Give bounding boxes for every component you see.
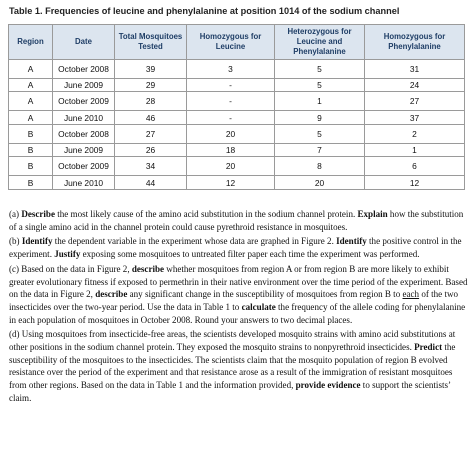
cell-heterozygous: 7	[275, 143, 365, 157]
question-text: whether mosquitoes from region A or from region B are more likely to exhibit greater evolutionary fitness if exposed to permethrin in their native environment over the time period of the experiment. Based on the data in Figure 2,	[9, 263, 468, 300]
question-c	[9, 263, 469, 327]
header-homozygous-leucine: Homozygous for Leucine	[187, 25, 275, 60]
cell-homozygous-phenylalanine: 6	[365, 157, 465, 176]
cell-homozygous-leucine: 20	[187, 157, 275, 176]
emphasis-word: each	[402, 289, 420, 300]
cell-date: June 2009	[53, 143, 115, 157]
table-row	[9, 157, 465, 176]
cell-region: B	[9, 124, 53, 143]
question-text: (b)	[9, 236, 22, 247]
table-row	[9, 92, 465, 111]
task-verb: Describe	[21, 209, 55, 219]
cell-region: A	[9, 111, 53, 125]
question-text: the dependent variable in the experiment whose data are graphed in Figure 2.	[52, 236, 337, 247]
question-text: (c) Based on the data in Figure 2,	[9, 263, 132, 274]
task-verb: provide evidence	[295, 380, 361, 391]
task-verb: Justify	[54, 249, 81, 260]
cell-total: 28	[115, 92, 187, 111]
table-row	[9, 111, 465, 125]
table-row	[9, 124, 465, 143]
cell-region: A	[9, 92, 53, 111]
table-header-row	[9, 25, 465, 60]
cell-total: 39	[115, 60, 187, 79]
cell-homozygous-phenylalanine: 2	[365, 124, 465, 143]
question-a	[9, 208, 469, 233]
cell-date: October 2009	[53, 92, 115, 111]
cell-region: A	[9, 78, 53, 92]
cell-homozygous-phenylalanine: 24	[365, 78, 465, 92]
cell-heterozygous: 20	[275, 176, 365, 190]
cell-region: A	[9, 60, 53, 79]
task-verb: calculate	[241, 301, 276, 312]
cell-total: 27	[115, 124, 187, 143]
header-homozygous-phenylalanine: Homozygous for Phenylalanine	[365, 25, 465, 60]
task-verb: Explain	[357, 209, 388, 219]
cell-homozygous-leucine: 3	[187, 60, 275, 79]
question-text: the most likely cause of the amino acid substitution in the sodium channel protein.	[54, 209, 358, 219]
cell-region: B	[9, 143, 53, 157]
question-text: how the substitution of a single amino acid in the channel protein could cause pyrethroid resistance in mosquitoes.	[9, 209, 464, 232]
question-text: the susceptibility of the mosquitoes to the insecticides. The scientists claim that the mosquito population of region B evolved resistance over the period of the experiment and that resistance arose as a result of the immigration of resistant mosquitoes from other regions. Based on the data in Table 1 and the information provided,	[9, 342, 456, 391]
task-verb: Predict	[414, 342, 443, 353]
question-text: of the two insecticides over the two-year period. Use the data in Table 1 to	[9, 289, 459, 312]
cell-homozygous-leucine: -	[187, 92, 275, 111]
task-verb: Identify	[21, 236, 53, 247]
cell-heterozygous: 5	[275, 124, 365, 143]
cell-homozygous-phenylalanine: 27	[365, 92, 465, 111]
cell-region: B	[9, 157, 53, 176]
cell-heterozygous: 5	[275, 78, 365, 92]
question-text: the positive control in the experiment.	[9, 236, 462, 260]
question-text: exposing some mosquitoes to untreated filter paper each time the experiment was performed.	[80, 249, 420, 260]
header-date: Date	[53, 25, 115, 60]
cell-total: 26	[115, 143, 187, 157]
task-verb: describe	[95, 289, 128, 300]
table-row	[9, 78, 465, 92]
cell-heterozygous: 9	[275, 111, 365, 125]
header-total: Total Mosquitoes Tested	[115, 25, 187, 60]
question-text: the frequency of the allele coding for phenylalanine in each population of mosquitoes in October 2008. Round your answers to two decimal places.	[9, 301, 466, 325]
header-region: Region	[9, 25, 53, 60]
header-heterozygous: Heterozygous for Leucine and Phenylalanine	[275, 25, 365, 60]
table-row	[9, 176, 465, 190]
frequency-table	[8, 24, 465, 190]
question-text: (d) Using mosquitoes from insecticide-free areas, the scientists developed mosquito strains with amino acid substitutions at other positions in the sodium channel protein. They exposed the mosquito strains to nonpyrethroid insecticides.	[9, 329, 456, 353]
questions-section	[9, 208, 469, 407]
cell-date: October 2008	[53, 60, 115, 79]
task-verb: describe	[131, 263, 165, 274]
question-text: (a)	[9, 209, 22, 219]
question-text: any significant change in the susceptibility of mosquitoes from region B to	[127, 289, 403, 300]
cell-date: June 2010	[53, 176, 115, 190]
question-d	[9, 328, 469, 404]
cell-homozygous-phenylalanine: 37	[365, 111, 465, 125]
cell-date: June 2009	[53, 78, 115, 92]
cell-heterozygous: 8	[275, 157, 365, 176]
cell-homozygous-leucine: 18	[187, 143, 275, 157]
cell-homozygous-leucine: 12	[187, 176, 275, 190]
question-text: to support the scientists’ claim.	[9, 380, 451, 403]
cell-date: October 2009	[53, 157, 115, 176]
cell-homozygous-leucine: 20	[187, 124, 275, 143]
table-title: Table 1. Frequencies of leucine and phenylalanine at position 1014 of the sodium channel	[9, 6, 400, 16]
cell-homozygous-leucine: -	[187, 111, 275, 125]
cell-total: 29	[115, 78, 187, 92]
cell-heterozygous: 1	[275, 92, 365, 111]
cell-homozygous-phenylalanine: 1	[365, 143, 465, 157]
cell-date: June 2010	[53, 111, 115, 125]
cell-total: 44	[115, 176, 187, 190]
cell-homozygous-phenylalanine: 31	[365, 60, 465, 79]
cell-total: 34	[115, 157, 187, 176]
cell-homozygous-phenylalanine: 12	[365, 176, 465, 190]
cell-date: October 2008	[53, 124, 115, 143]
table-row	[9, 60, 465, 79]
cell-region: B	[9, 176, 53, 190]
question-b	[9, 235, 469, 260]
cell-total: 46	[115, 111, 187, 125]
task-verb: Identify	[336, 236, 367, 247]
cell-homozygous-leucine: -	[187, 78, 275, 92]
table-row	[9, 143, 465, 157]
cell-heterozygous: 5	[275, 60, 365, 79]
